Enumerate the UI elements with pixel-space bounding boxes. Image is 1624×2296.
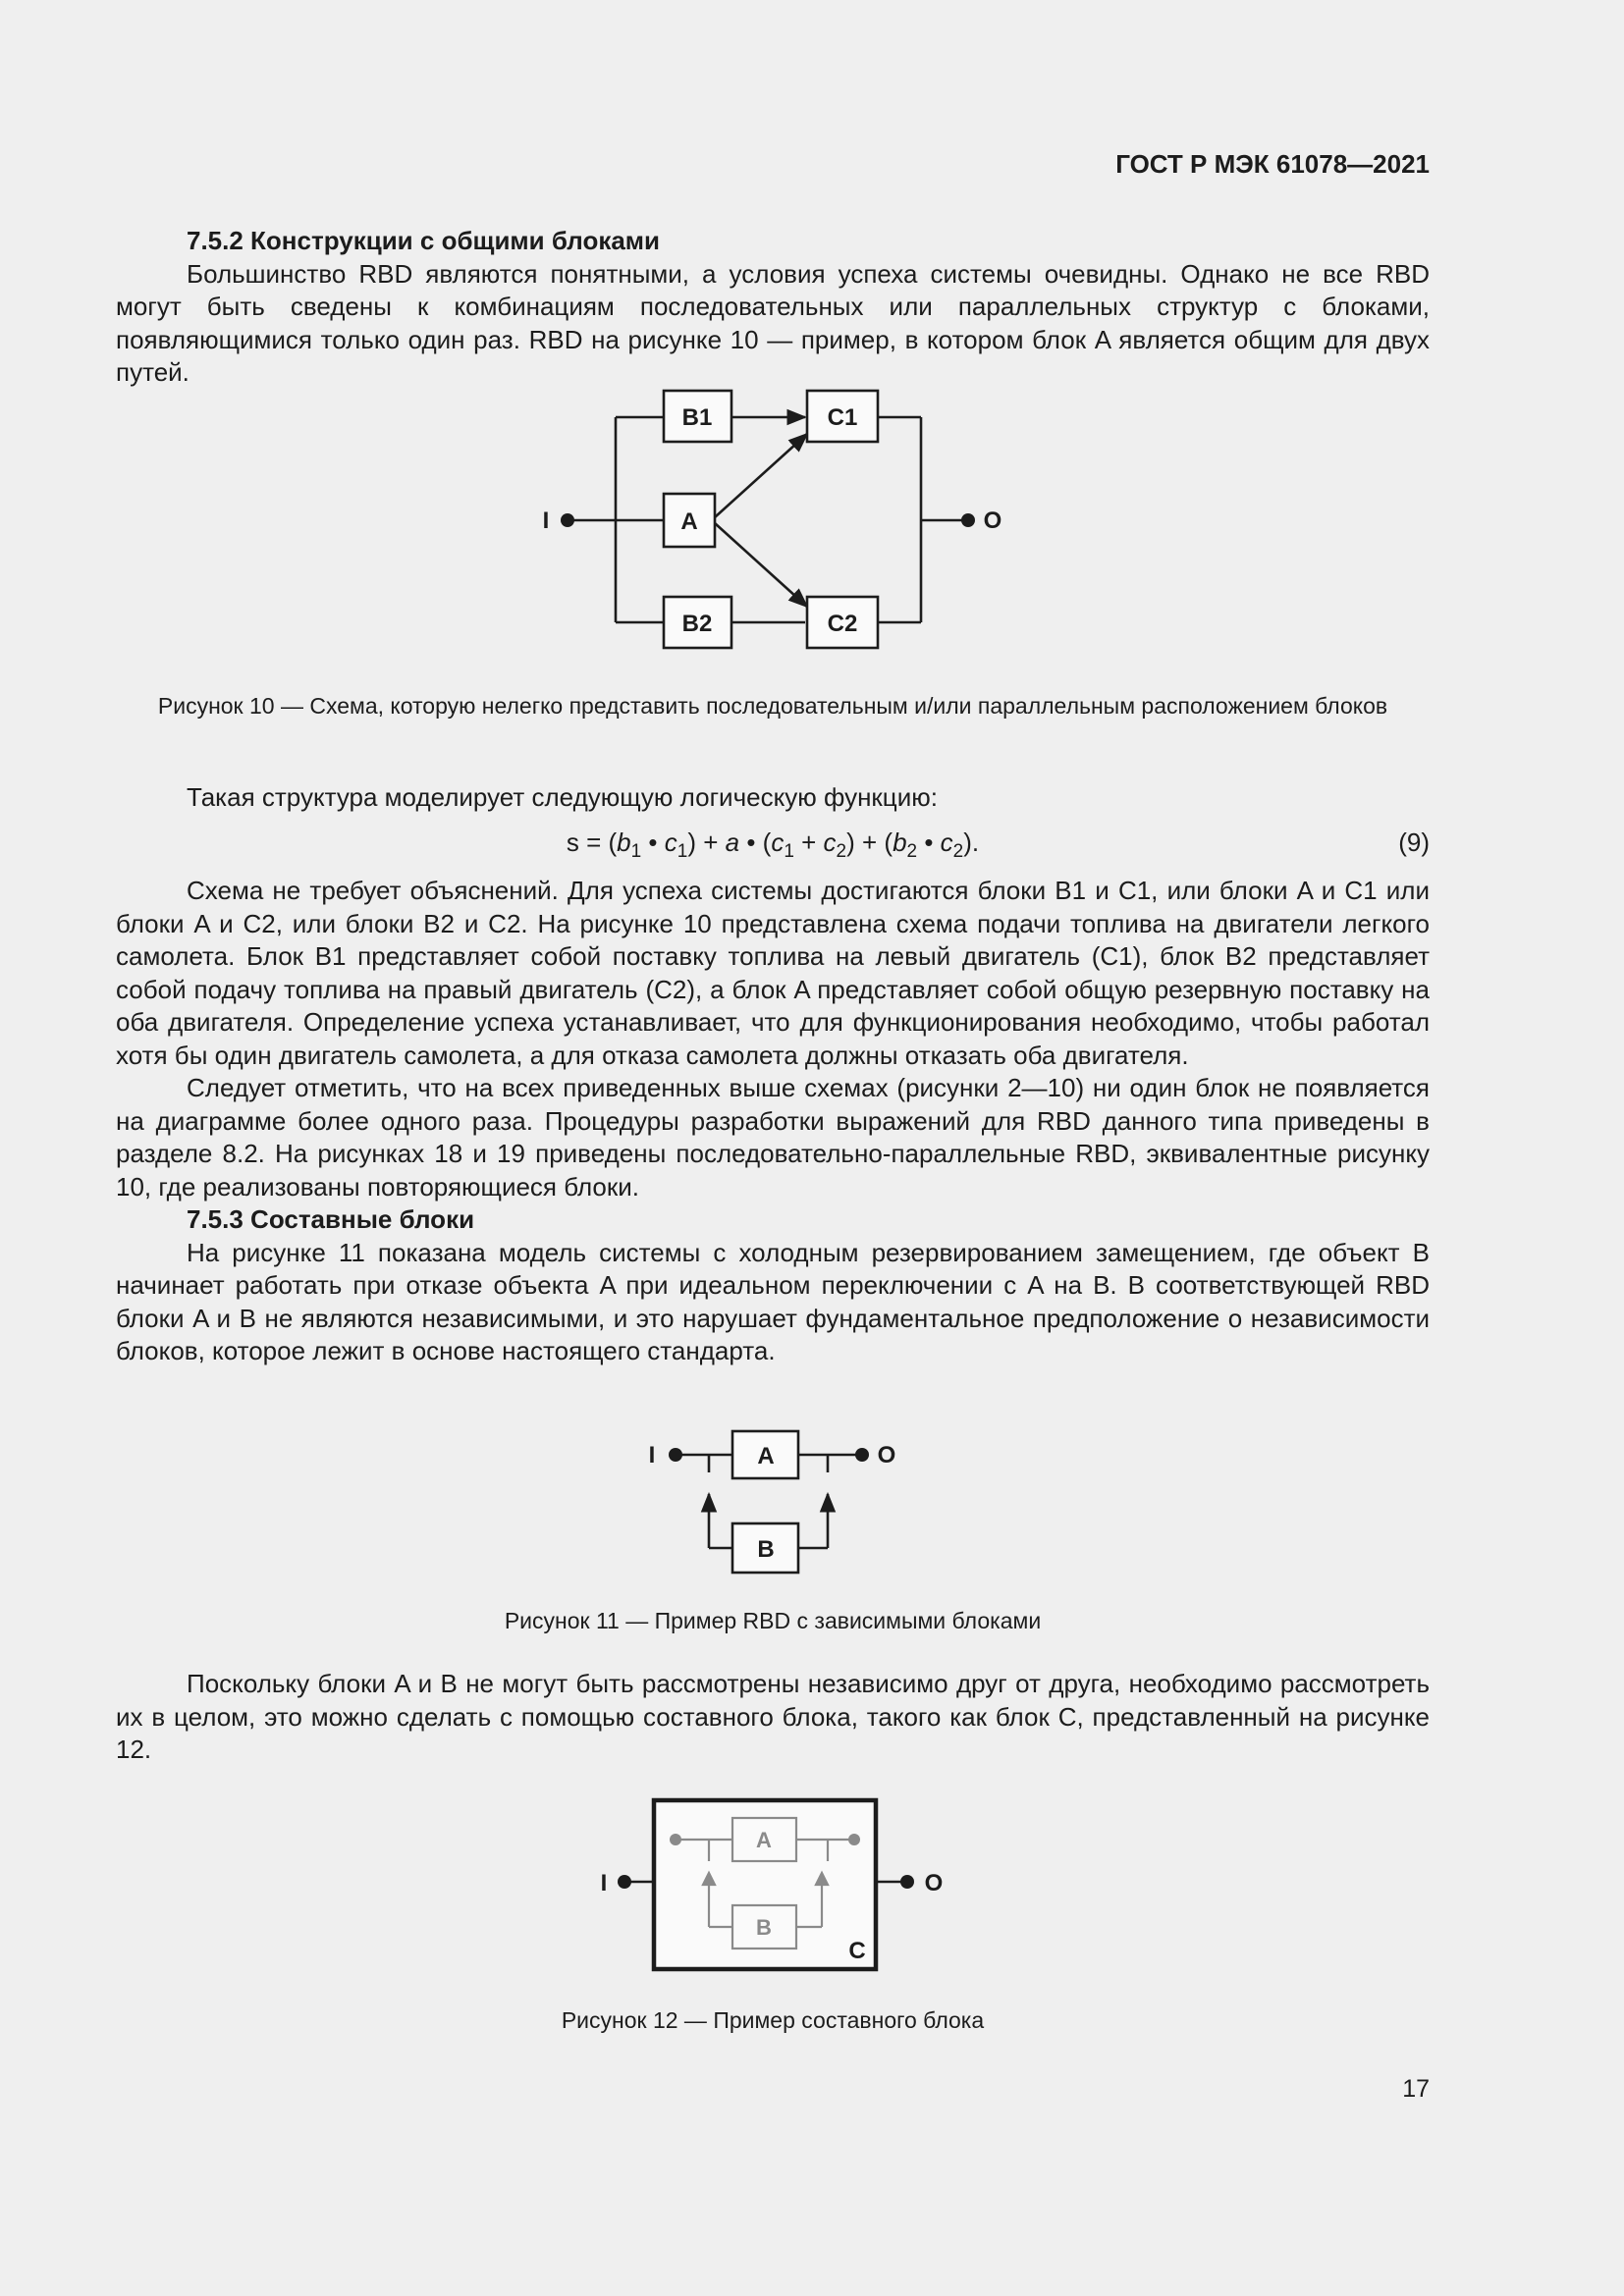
section-7-5-2	[116, 225, 1430, 390]
figure-10-input-node	[561, 513, 574, 527]
figure-10-label-c1: C1	[827, 404, 858, 431]
paragraph-explanation: Схема не требует объяснений. Для успеха системы достигаются блоки B1 и C1, или блоки A и C1 или блоки A и C2, или блоки B2 и C2. На рисунке 10 представлена схема подачи топлива на двигатели легкого самолета. Блок B1 представляет собой поставку топлива на левый двигатель (C1), блок B2 представляет собой подачу топлива на правый двигатель (C2), а блок A представляет собой общую резервную поставку на оба двигателя. Определение успеха устанавливает, что для функционирования необходимо, чтобы работал хотя бы один двигатель самолета, а для отказа самолета должны отказать оба двигателя.	[116, 876, 1430, 1070]
paragraph-note: Следует отметить, что на всех приведенных выше схемах (рисунки 2—10) ни один блок не появляется на диаграмме более одного раза. Процедуры разработки выражений для RBD данного типа приведены в разделе 8.2. На рисунках 18 и 19 приведены последовательно-параллельные RBD, эквивалентные рисунку 10, где реализованы повторяющиеся блоки.	[116, 1073, 1430, 1201]
figure-12-inner-right-node	[848, 1834, 860, 1845]
figure-12-output-node	[900, 1875, 914, 1889]
formula-expression: $s = (b_1$ • $c_1) + a$ • $(c_1 + c_2) + (b_2$ • $c_2$).	[566, 828, 980, 862]
figure-10-output-label: O	[983, 507, 1002, 534]
figure-10-caption: Рисунок 10 — Схема, которую нелегко представить последовательным и/или параллельным расположением блоков	[157, 693, 1388, 719]
figure-10-label-b2: B2	[681, 611, 713, 637]
logic-intro	[116, 781, 1430, 815]
logic-intro-paragraph: Такая структура моделирует следующую логическую функцию:	[187, 782, 938, 812]
figure-11-diagram	[638, 1423, 913, 1580]
body-text-2	[116, 875, 1430, 1368]
figure-11-caption: Рисунок 11 — Пример RBD с зависимыми блоками	[504, 1608, 1042, 1633]
section-7-5-3-paragraph-1: На рисунке 11 показана модель системы с холодным резервированием замещением, где объект B начинает работать при отказе объекта A при идеальном переключении с A на B. В соответствующей RBD блоки A и B не являются независимыми, и это нарушает фундаментальное предположение о независимости блоков, которое лежит в основе настоящего стандарта.	[116, 1237, 1430, 1365]
figure-12-output-label: O	[924, 1870, 943, 1896]
composite-block-paragraph: Поскольку блоки A и B не могут быть рассмотрены независимо друг от друга, необходимо рассмотреть их в целом, это можно сделать с помощью составного блока, такого как блок C, представленный на рисунке 12.	[116, 1669, 1430, 1764]
figure-10-label-c2: C2	[827, 611, 858, 637]
formula-9	[116, 828, 1430, 861]
figure-10-label-a: A	[680, 508, 698, 535]
standard-header: ГОСТ Р МЭК 61078—2021	[1115, 149, 1430, 179]
figure-12-inner-left-node	[670, 1834, 681, 1845]
figure-11-input-label: I	[648, 1442, 656, 1468]
figure-12-input-label: I	[600, 1870, 608, 1896]
figure-10-output-node	[961, 513, 975, 527]
figure-10-label-b1: B1	[681, 404, 713, 431]
figure-12-label-b: B	[756, 1915, 772, 1940]
figure-11-output-label: O	[877, 1442, 896, 1468]
figure-11-input-node	[669, 1448, 682, 1462]
figure-11-label-b: B	[757, 1536, 775, 1563]
section-7-5-2-heading: 7.5.2 Конструкции с общими блоками	[187, 226, 661, 255]
body-text-3	[116, 1668, 1430, 1767]
figure-12-diagram	[589, 1787, 943, 1983]
section-7-5-2-paragraph-1: Большинство RBD являются понятными, а условия успеха системы очевидны. Однако не все RBD могут быть сведены к комбинациям последовательных или параллельных структур с блоками, появляющимися только один раз. RBD на рисунке 10 — пример, в котором блок A является общим для двух путей.	[116, 258, 1430, 387]
figure-12-label-a: A	[756, 1828, 772, 1852]
page-number: 17	[1402, 2075, 1430, 2103]
figure-10-input-label: I	[542, 507, 550, 534]
figure-12-label-c: C	[848, 1938, 866, 1964]
figure-11-label-a: A	[757, 1443, 775, 1469]
formula-number: (9)	[1398, 828, 1430, 857]
figure-12-input-node	[618, 1875, 631, 1889]
figure-10-diagram	[530, 373, 1041, 667]
figure-12-caption: Рисунок 12 — Пример составного блока	[561, 2007, 985, 2033]
figure-11-output-node	[855, 1448, 869, 1462]
section-7-5-3-heading: 7.5.3 Составные блоки	[187, 1204, 475, 1234]
